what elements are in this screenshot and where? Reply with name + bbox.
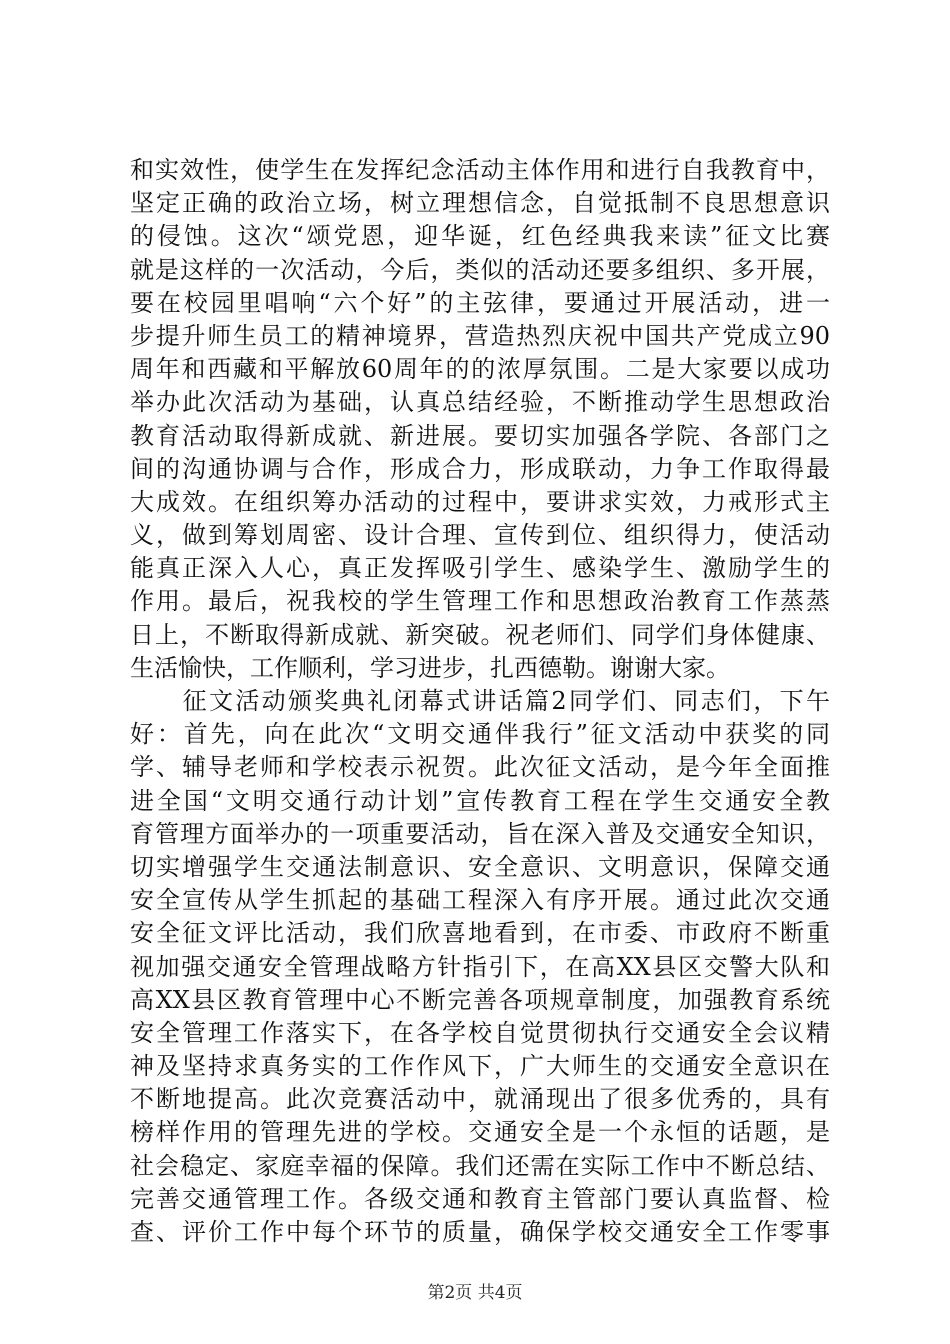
text-line: 征文活动颁奖典礼闭幕式讲话篇2同学们、同志们，下午 xyxy=(130,687,830,715)
text-line: 和实效性，使学生在发挥纪念活动主体作用和进行自我教育中， xyxy=(130,156,830,184)
text-line: 榜样作用的管理先进的学校。交通安全是一个永恒的话题，是 xyxy=(130,1118,830,1147)
document-body xyxy=(130,154,830,1249)
text-line: 日上，不断取得新成就、新突破。祝老师们、同学们身体健康、 xyxy=(130,620,830,649)
text-line: 生活愉快，工作顺利，学习进步，扎西德勒。谢谢大家。 xyxy=(130,653,730,682)
text-line: 好：首先，向在此次“文明交通伴我行”征文活动中获奖的同 xyxy=(130,720,830,749)
text-line: 步提升师生员工的精神境界，营造热烈庆祝中国共产党成立90 xyxy=(130,321,830,350)
text-line: 查、评价工作中每个环节的质量，确保学校交通安全工作零事 xyxy=(130,1218,830,1246)
text-line: 视加强交通安全管理战略方针指引下，在高XX县区交警大队和 xyxy=(130,952,830,981)
text-line: 的侵蚀。这次“颂党恩，迎华诞，红色经典我来读”征文比赛 xyxy=(130,222,830,251)
text-line: 就是这样的一次活动，今后，类似的活动还要多组织、多开展， xyxy=(130,255,830,284)
text-line: 育管理方面举办的一项重要活动，旨在深入普及交通安全知识， xyxy=(130,819,830,848)
text-line: 不断地提高。此次竞赛活动中，就涌现出了很多优秀的，具有 xyxy=(130,1085,830,1114)
text-line: 高XX县区教育管理中心不断完善各项规章制度，加强教育系统 xyxy=(130,985,830,1014)
text-line: 教育活动取得新成就、新进展。要切实加强各学院、各部门之 xyxy=(130,421,830,450)
text-line: 间的沟通协调与合作，形成合力，形成联动，力争工作取得最 xyxy=(130,454,830,483)
text-line: 作用。最后，祝我校的学生管理工作和思想政治教育工作蒸蒸 xyxy=(130,587,830,616)
text-line: 学、辅导老师和学校表示祝贺。此次征文活动，是今年全面推 xyxy=(130,753,830,782)
text-line: 安全宣传从学生抓起的基础工程深入有序开展。通过此次交通 xyxy=(130,886,830,915)
page-footer: 第2页 共4页 xyxy=(427,1283,523,1303)
text-line: 安全管理工作落实下，在各学校自觉贯彻执行交通安全会议精 xyxy=(130,1018,830,1047)
text-line: 社会稳定、家庭幸福的保障。我们还需在实际工作中不断总结、 xyxy=(130,1151,830,1180)
text-line: 义，做到筹划周密、设计合理、宣传到位、组织得力，使活动 xyxy=(130,521,830,550)
text-line: 坚定正确的政治立场，树立理想信念，自觉抵制不良思想意识 xyxy=(130,189,830,218)
text-line: 神及坚持求真务实的工作作风下，广大师生的交通安全意识在 xyxy=(130,1052,830,1081)
text-line: 安全征文评比活动，我们欣喜地看到，在市委、市政府不断重 xyxy=(130,919,830,948)
text-line: 大成效。在组织筹办活动的过程中，要讲求实效，力戒形式主 xyxy=(130,487,830,516)
text-line: 完善交通管理工作。各级交通和教育主管部门要认真监督、检 xyxy=(130,1184,830,1213)
text-line: 进全国“文明交通行动计划”宣传教育工程在学生交通安全教 xyxy=(130,786,830,815)
text-line: 能真正深入人心，真正发挥吸引学生、感染学生、激励学生的 xyxy=(130,554,830,583)
text-line: 周年和西藏和平解放60周年的的浓厚氛围。二是大家要以成功 xyxy=(130,355,830,384)
text-line: 切实增强学生交通法制意识、安全意识、文明意识，保障交通 xyxy=(130,852,830,881)
text-line: 要在校园里唱响“六个好”的主弦律，要通过开展活动，进一 xyxy=(130,288,830,317)
text-line: 举办此次活动为基础，认真总结经验，不断推动学生思想政治 xyxy=(130,388,830,417)
